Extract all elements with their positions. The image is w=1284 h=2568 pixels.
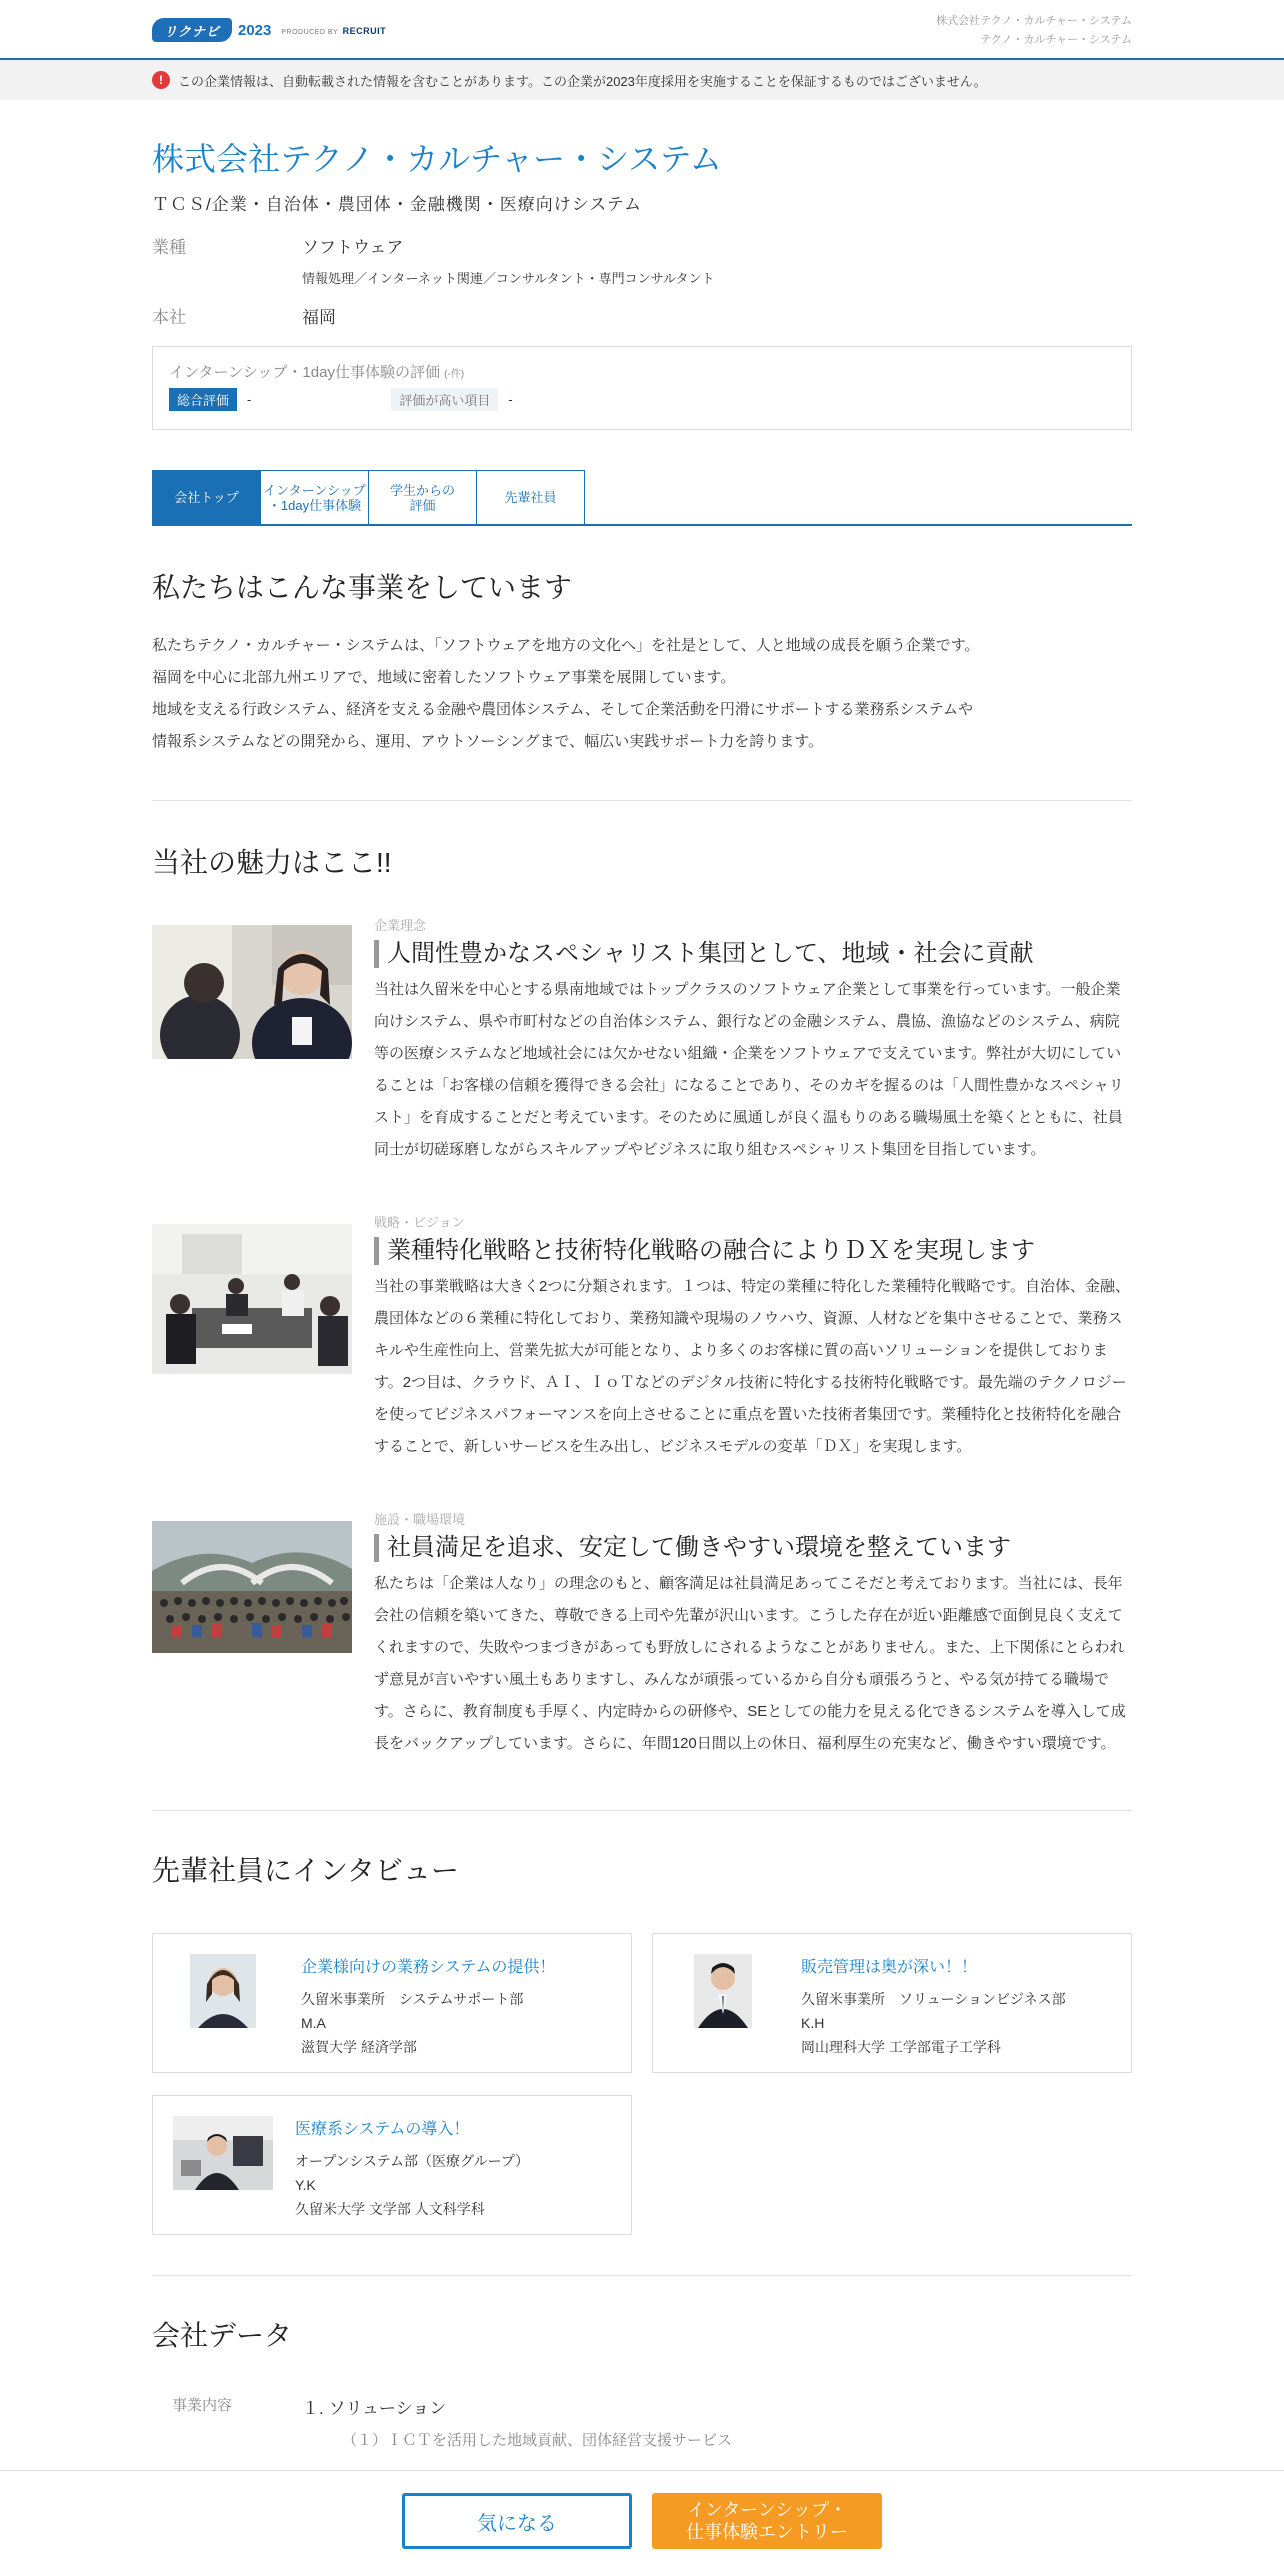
interview-name: Y.K	[295, 2177, 316, 2193]
company-data-value: １. ソリューション	[302, 2399, 447, 2418]
tab-label-2: ・1day仕事体験	[267, 497, 362, 513]
charm-item	[152, 1212, 1132, 1463]
interview-name: K.H	[801, 2015, 825, 2031]
interview-photo	[673, 1954, 773, 2052]
charm-category: 施設・職場環境	[374, 1512, 466, 1527]
tab-label: 先輩社員	[504, 490, 557, 505]
company-data-title: 会社データ	[152, 2320, 293, 2351]
interview-title: 先輩社員にインタビュー	[152, 1855, 459, 1886]
evaluation-title: インターンシップ・1day仕事体験の評価	[169, 364, 440, 381]
company-name: 株式会社テクノ・カルチャー・システム	[152, 141, 722, 177]
entry-label-2: 仕事体験エントリー	[686, 2522, 848, 2542]
charm-item	[152, 1509, 1132, 1760]
company-subtitle: ＴＣＳ/企業・自治体・農団体・金融機関・医療向けシステム	[152, 195, 643, 214]
tab-label: インターンシップ	[263, 482, 366, 498]
interview-grid	[152, 1933, 1132, 2235]
interview-school: 滋賀大学 経済学部	[301, 2039, 417, 2055]
recruit-logo: RECRUIT	[342, 26, 387, 36]
industry-label: 業種	[152, 238, 186, 257]
company-data-label: 事業内容	[172, 2397, 233, 2414]
tab-internship[interactable]	[260, 470, 369, 524]
rikunabi-logo[interactable]	[152, 18, 386, 42]
hq-label: 本社	[152, 308, 186, 327]
overall-value: -	[247, 392, 252, 407]
tab-senior-staff[interactable]	[476, 470, 585, 524]
notice-text: この企業情報は、自動転載された情報を含むことがあります。この企業が2023年度採用を実施することを保証するものではございません。	[178, 73, 987, 89]
charm-category: 戦略・ビジョン	[374, 1215, 465, 1230]
business-text	[152, 630, 1132, 758]
charm-photo-office	[152, 925, 352, 1059]
company-data-row	[152, 2394, 1132, 2450]
interview-name: M.A	[301, 2015, 326, 2031]
interview-card[interactable]	[652, 1933, 1132, 2073]
header-company	[936, 12, 1132, 50]
company-tabs	[152, 470, 1132, 526]
business-title: 私たちはこんな事業をしています	[152, 572, 573, 603]
business-line: 福岡を中心に北部九州エリアで、地域に密着したソフトウェア事業を展開しています。	[152, 669, 736, 686]
business-line: 私たちテクノ・カルチャー・システムは、「ソフトウェアを地方の文化へ」を社是として、人と地域の成長を願う企業です。	[152, 637, 980, 654]
favorite-button[interactable]: 気になる	[402, 2493, 632, 2549]
tab-company-top[interactable]	[152, 470, 261, 524]
tab-label: 会社トップ	[174, 490, 239, 505]
high-eval-badge: 評価が高い項目	[391, 388, 498, 411]
charm-item	[152, 915, 1132, 1166]
interview-dept: 久留米事業所 システムサポート部	[301, 1991, 524, 2007]
interview-photo	[173, 1954, 273, 2052]
industry-value: ソフトウェア	[302, 238, 404, 257]
logo-mark: リクナビ	[152, 18, 232, 42]
high-eval-value: -	[508, 392, 513, 407]
charm-body: 当社は久留米を中心とする県南地域ではトップクラスのソフトウェア企業として事業を行っています。一般企業向けシステム、県や市町村などの自治体システム、銀行などの金融システム、農協、漁協などのシステム、病院等の医療システムなど地域社会には欠かせない組織・企業をソフトウェアで支えています。弊社が大切にしていることは「お客様の信頼を獲得できる会社」になることであり、そのカギを握るのは「人間性豊かなスペシャリスト」を育成することだと考えています。そのために風通しが良く温もりのある職場風土を築くとともに、社員同士が切磋琢磨しながらスキルアップやビジネスに取り組むスペシャリスト集団を目指しています。	[374, 981, 1124, 1158]
charm-heading: 人間性豊かなスペシャリスト集団として、地域・社会に貢献	[374, 940, 1132, 968]
notice-bar	[0, 60, 1284, 100]
evaluation-count: (-件)	[444, 369, 465, 380]
charm-title: 当社の魅力はここ!!	[152, 847, 392, 878]
interview-card[interactable]	[152, 1933, 632, 2073]
charm-category: 企業理念	[374, 918, 427, 933]
evaluation-box	[152, 346, 1132, 430]
interview-card[interactable]	[152, 2095, 632, 2235]
charm-heading: 社員満足を追求、安定して働きやすい環境を整えています	[374, 1534, 1132, 1562]
tab-student-eval[interactable]	[368, 470, 477, 524]
interview-dept: オープンシステム部（医療グループ）	[295, 2153, 530, 2169]
header-company-name: 株式会社テクノ・カルチャー・システム	[936, 15, 1132, 27]
business-line: 地域を支える行政システム、経済を支える金融や農団体システム、そして企業活動を円滑にサポートする業務系システムや	[152, 701, 973, 718]
interview-card-title[interactable]: 企業様向けの業務システムの提供！	[301, 1959, 556, 1976]
interview-school: 久留米大学 文学部 人文科学科	[295, 2201, 485, 2217]
interview-card-title[interactable]: 医療系システムの導入！	[295, 2121, 470, 2138]
tab-label-2: 評価	[409, 497, 436, 513]
overall-badge: 総合評価	[169, 388, 237, 411]
tab-label: 学生からの	[389, 482, 455, 498]
charm-heading: 業種特化戦略と技術特化戦略の融合によりＤＸを実現します	[374, 1237, 1132, 1265]
business-line: 情報系システムなどの開発から、運用、アウトソーシングまで、幅広い実践サポート力を誇ります。	[152, 733, 824, 750]
header	[0, 0, 1284, 60]
charm-body: 私たちは「企業は人なり」の理念のもと、顧客満足は社員満足あってこそだと考えております。当社には、長年会社の信頼を築いてきた、尊敬できる上司や先輩が沢山います。こうした存在が近い距離感で面倒見良く支えてくれますので、失敗やつまづきがあっても野放しにされるようなことがありません。また、上下関係にとらわれず意見が言いやすい風土もありますし、みんなが頑張っているから自分も頑張ろうと、やる気が持てる職場です。さらに、教育制度も手厚く、内定時からの研修や、SEとしての能力を見える化できるシステムを導入して成長をバックアップしています。さらに、年間120日間以上の休日、福利厚生の充実など、働きやすい環境です。	[374, 1575, 1126, 1752]
interview-photo	[173, 2116, 273, 2214]
interview-school: 岡山理科大学 工学部電子工学科	[801, 2039, 1001, 2055]
internship-entry-button[interactable]	[652, 2493, 882, 2549]
sticky-action-bar	[0, 2470, 1284, 2568]
entry-label-1: インターンシップ・	[686, 2500, 848, 2520]
produced-by: PRODUCED BY	[281, 29, 339, 36]
charm-body: 当社の事業戦略は大きく2つに分類されます。１つは、特定の業種に特化した業種特化戦略です。自治体、金融、農団体などの６業種に特化しており、業務知識や現場のノウハウ、資源、人材などを集中させることで、業務スキルや生産性向上、営業先拡大が可能となり、より多くのお客様に質の高いソリューションを提供しております。2つ目は、クラウド、ＡＩ、ＩｏＴなどのデジタル技術に特化する技術特化戦略です。最先端のテクノロジーを使ってビジネスパフォーマンスを向上させることに重点を置いた技術者集団です。業種特化と技術特化を融合することで、新しいサービスを生み出し、ビジネスモデルの変革「ＤＸ」を実現します。	[374, 1278, 1130, 1455]
interview-card-title[interactable]: 販売管理は奥が深い！！	[801, 1959, 978, 1976]
company-meta	[152, 233, 1132, 328]
warning-icon: !	[152, 71, 170, 89]
charm-photo-meeting	[152, 1224, 352, 1374]
logo-year: 2023	[238, 21, 272, 39]
interview-dept: 久留米事業所 ソリューションビジネス部	[801, 1991, 1066, 2007]
hq-value: 福岡	[302, 308, 336, 327]
charm-photo-group	[152, 1521, 352, 1653]
company-data-sub: （１）ＩＣＴを活用した地域貢献、団体経営支援サービス	[342, 2432, 733, 2449]
business-section	[152, 566, 1132, 758]
header-company-short: テクノ・カルチャー・システム	[980, 34, 1132, 46]
industry-sub: 情報処理／インターネット関連／コンサルタント・専門コンサルタント	[302, 271, 715, 286]
